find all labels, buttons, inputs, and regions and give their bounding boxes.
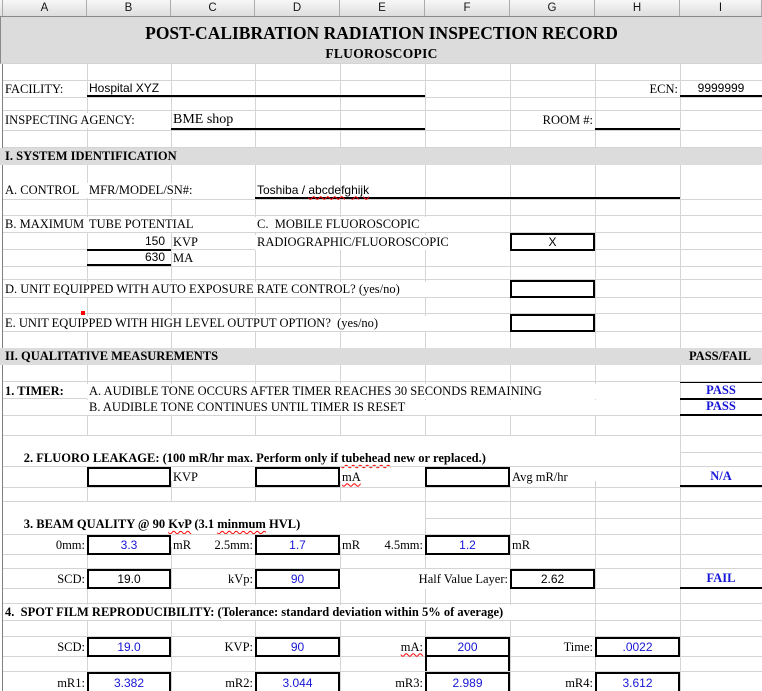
leakage-ma-label [340,470,425,485]
empty-row [3,621,762,637]
beam-title-misspelled-1: KvP [168,517,192,531]
spot-kvp-field[interactable]: 90 [255,637,340,657]
ecn-field[interactable]: 9999999 [680,81,762,97]
comment-marker [81,311,85,315]
empty-row [3,98,762,111]
spot-scd-label: SCD: [57,639,85,654]
max-kvp-field[interactable]: 150 [87,233,171,251]
section-1-title: I. SYSTEM IDENTIFICATION [5,149,177,163]
control-label: A. CONTROL [5,183,80,197]
fluoro-title-misspelled: tubehead [341,451,391,465]
agency-field[interactable]: BME shop [171,111,425,130]
row-spot-film-mr [3,672,762,691]
page-title: POST-CALIBRATION RADIATION INSPECTION RECORD [145,23,618,43]
hvl-field[interactable]: 2.62 [510,569,595,589]
mm0-label: 0mm: [55,537,85,552]
timer-label: 1. TIMER: [5,383,64,398]
mm45-label: 4.5mm: [384,537,423,552]
row-spot-film-settings [3,637,762,657]
column-header-c[interactable]: C [171,0,255,16]
mr2-label: mR2: [225,675,253,690]
mm25-unit-label: mR [342,537,361,552]
section-2-title: II. QUALITATIVE MEASUREMENTS [5,349,219,363]
row-connector [3,657,762,672]
mm0-field[interactable]: 3.3 [87,535,171,555]
timer-a-result[interactable]: PASS [680,382,762,400]
mm25-labels [171,535,255,555]
row-beam-quality-scd [3,569,762,589]
row-kvp [3,233,762,250]
leakage-avg-field[interactable] [425,467,510,487]
empty-row [3,298,762,314]
row-timer-a [3,382,762,399]
spot-ma-label-text: mA: [400,639,423,654]
column-header-i[interactable]: I [680,0,762,16]
mr3-label: mR3: [395,675,423,690]
spot-time-label: Time: [563,639,593,654]
section-1-bar [0,148,762,165]
row-spot-film-title [3,604,762,621]
beam-scd-field[interactable]: 19.0 [87,569,171,589]
column-header-f[interactable]: F [425,0,510,16]
timer-b-result[interactable]: PASS [680,399,762,416]
empty-row [3,131,762,148]
page-subtitle: FLUOROSCOPIC [325,46,438,61]
column-header-a[interactable]: A [3,0,87,16]
column-header-row [0,0,762,17]
leakage-ma-label-text: mA [342,469,361,484]
empty-row [3,165,762,182]
passfail-header: PASS/FAIL [688,349,752,363]
beam-kvp-field[interactable]: 90 [255,569,340,589]
spot-kvp-label: KVP: [224,639,253,654]
max-tube-label-2: TUBE POTENTIAL [87,217,255,232]
room-label: ROOM #: [542,113,593,127]
beam-title-part: (3.1 [191,517,218,531]
leakage-result[interactable]: N/A [680,467,762,487]
mm25-label: 2.5mm: [214,537,253,552]
hvl-label: Half Value Layer: [340,569,510,589]
beam-scd-label: SCD: [57,571,85,586]
empty-row [3,519,762,535]
row-fluoro-leakage-title [3,436,762,465]
row-agency [3,111,762,131]
row-control [3,182,762,200]
max-tube-label-1: B. MAXIMUM [5,216,85,231]
beam-kvp-label: kVp: [228,571,253,586]
ma-unit-label: MA [173,250,194,265]
row-beam-quality-values [3,535,762,555]
timer-b-text: B. AUDIBLE TONE CONTINUES UNTIL TIMER IS RESET [87,400,680,415]
row-hlo [3,314,762,332]
empty-row [3,555,762,569]
radiographic-fluoroscopic-label: RADIOGRAPHIC/FLUOROSCOPIC [255,235,510,250]
leakage-kvp-field[interactable] [87,467,171,487]
section-2-bar [0,348,762,365]
column-header-g[interactable]: G [510,0,595,16]
spot-film-title: 4. SPOT FILM REPRODUCIBILITY: (Tolerance: standard deviation within 5% of average) [3,605,595,620]
column-header-d[interactable]: D [255,0,340,16]
column-header-e[interactable]: E [340,0,425,16]
aerc-label: D. UNIT EQUIPPED WITH AUTO EXPOSURE RATE CONTROL? (yes/no) [3,282,510,297]
mm0-unit-label: mR [173,537,192,552]
leakage-kvp-label: KVP [173,469,199,484]
beam-title-part: 3. BEAM QUALITY @ 90 [23,517,169,531]
mm45-unit-label: mR [512,537,531,552]
row-fluoro-leakage-values [3,467,762,488]
empty-row [3,200,762,216]
max-ma-field[interactable]: 630 [87,250,171,266]
ecn-label: ECN: [649,81,678,96]
spot-ma-label [340,637,425,657]
mm45-field[interactable]: 1.2 [425,535,510,555]
kvp-unit-label: KVP [173,234,199,249]
empty-row [3,365,762,382]
facility-field[interactable]: Hospital XYZ [87,81,425,97]
timer-a-text: A. AUDIBLE TONE OCCURS AFTER TIMER REACHES 30 SECONDS REMAINING [87,384,680,399]
empty-row [3,416,762,436]
mr4-label: mR4: [565,675,593,690]
fluoro-title-prefix: 2. FLUORO LEAKAGE: (100 mR/hr max. Perform only if [23,451,342,465]
empty-row [3,267,762,280]
leakage-avg-label: Avg mR/hr [510,470,595,485]
facility-label: FACILITY: [5,81,64,96]
mr1-label: mR1: [57,675,85,690]
mfr-model-sn-label: MFR/MODEL/SN#: [87,183,255,198]
empty-row [3,589,762,604]
control-value-prefix: Toshiba / [257,182,309,197]
hlo-label: E. UNIT EQUIPPED WITH HIGH LEVEL OUTPUT OPTION? (yes/no) [3,316,510,331]
column-header-h[interactable]: H [595,0,680,16]
mm25-field[interactable]: 1.7 [255,535,340,555]
row-aerc [3,280,762,298]
column-header-b[interactable]: B [87,0,171,16]
row-max-tube [3,216,762,233]
room-field[interactable] [595,111,680,130]
mr4-field[interactable]: 3.612 [595,672,680,691]
hlo-answer-field[interactable] [510,314,595,332]
row-beam-quality-title [3,502,762,531]
mfr-model-sn-field[interactable] [255,182,680,199]
spot-time-field[interactable]: .0022 [595,637,680,657]
control-value-misspelled: abcdefghijk [308,182,370,197]
row-facility [3,81,762,98]
beam-title-misspelled-2: minmum [217,517,266,531]
empty-row [3,64,762,81]
mr2-field[interactable]: 3.044 [255,672,340,691]
row-timer-b [3,399,762,416]
fluoro-title-suffix: new or replaced.) [390,451,486,465]
empty-row [3,453,762,467]
radiographic-check-field[interactable]: X [510,233,595,251]
agency-label: INSPECTING AGENCY: [3,113,171,128]
empty-row [3,332,762,348]
mr1-field[interactable]: 3.382 [87,672,171,691]
row-ma [3,250,762,267]
ma-connector-cell [425,657,510,671]
beam-title-part: HVL) [265,517,301,531]
beam-quality-result[interactable]: FAIL [680,569,762,589]
spot-ma-field[interactable]: 200 [425,637,510,657]
mr3-field[interactable]: 2.989 [425,672,510,691]
leakage-ma-field[interactable] [255,467,340,487]
mm45-labels [340,535,425,555]
mobile-fluoroscopic-label: C. MOBILE FLUOROSCOPIC [255,217,510,232]
spot-scd-field[interactable]: 19.0 [87,637,171,657]
title-band [0,17,762,64]
empty-row [3,488,762,502]
aerc-answer-field[interactable] [510,280,595,298]
